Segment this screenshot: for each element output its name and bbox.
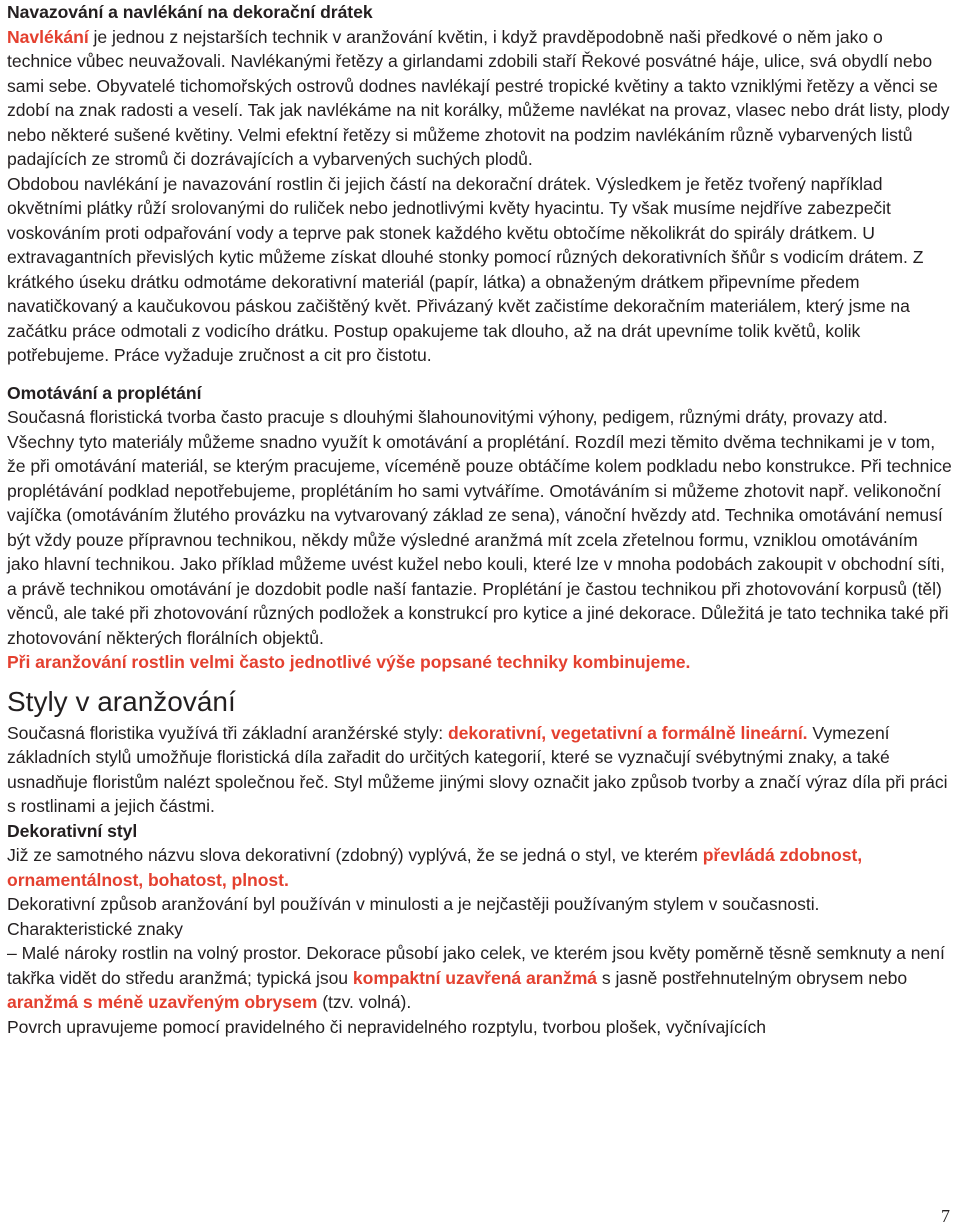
highlight-mene-uzavrenym: aranžmá s méně uzavřeným obrysem (7, 992, 318, 1012)
highlight-zdobnost: převládá zdobnost, ornamentálnost, bohatost, plnost. (7, 845, 863, 890)
paragraph-text: s jasně postřehnutelným obrysem nebo (597, 967, 908, 988)
paragraph-text: Současná floristika využívá tři základní aranžérské styly: (7, 722, 448, 743)
page-number: 7 (941, 1206, 950, 1226)
paragraph-text: (tzv. volná). (317, 992, 412, 1012)
section-heading-navazovani: Navazování a navlékání na dekorační drátek (7, 2, 373, 22)
paragraph-text: Již ze samotného názvu slova dekorativní (zdobný) vyplývá, že se jedná o styl, ve kterém (7, 845, 703, 865)
paragraph-omotavani: Současná floristická tvorba často pracuje s dlouhými šlahounovitými výhony, pedigem, různými dráty, provazy atd. Všechny tyto materiály můžeme snadno využít k omotávání a proplétání. Rozdíl mezi těmito dvěma technikami je v tom, že při omotávání materiál, se kterým pracujeme, víceméně pouze obtáčíme kolem podkladu nebo konstrukce. Při technice proplétávání podklad nepotřebujeme, proplétáním ho sami vytváříme. Omotáváním si můžeme zhotovit např. velikonoční vajíčka (omotáváním žlutého provázku na vytvarovaný základ ze sena), vánoční hvězdy atd. Technika omotávání nemusí být vždy pouze přípravnou technikou, někdy může výsledné aranžmá mít zcela zřetelnou formu, vzniklou omotáváním jako hlavní technikou. Jako příklad můžeme uvést kužel nebo kouli, které lze v mnoha podobách zakoupit v obchodní síti, a právě technikou omotávání je dozdobit podle naší fantazie. Proplétání je častou technikou při zhotovování korpusů (těl) věnců, ale také při zhotovování různých podložek a konstrukcí pro kytice a jiné dekorace. Důležitá je tato technika také při zhotovování některých florálních objektů. (7, 407, 952, 648)
paragraph-male-naroky (7, 941, 952, 1015)
highlight-kompaktni: kompaktní uzavřená aranžmá (352, 967, 598, 988)
paragraph-navlekani (7, 25, 952, 172)
label-charakteristicke-znaky: Charakteristické znaky (7, 918, 183, 939)
paragraph-dekorativni-zpusob: Dekorativní způsob aranžování byl používán v minulosti a je nejčastěji používaným stylem v současnosti. (7, 894, 820, 914)
paragraph-text: je jednou z nejstarších technik v aranžování květin, i když pravděpodobně naši předkové o něm jako o technice vůbec neuvažovali. Navlékanými řetězy a girlandami zdobili staří Řekové posvátné háje, ulice, svá obydlí nebo sami sebe. Obyvatelé tichomořských ostrovů dodnes navlékají pestré tropické květiny a takto vzniklými řetězy a věnci se zdobí na znak radosti a veselí. Tak jak navlékáme na nit korálky, můžeme navlékat na provaz, vlasec nebo drát listy, plody nebo některé sušené květiny. Velmi efektní řetězy si můžeme zhotovit na podzim navlékáním různě vybarvených listů padajících ze stromů či dozrávajících a vybarvených suchých plodů. (7, 26, 950, 169)
chapter-title: Styly v aranžování (7, 685, 236, 717)
paragraph-text: Vymezení základních stylů umožňuje floristická díla zařadit do určitých kategorií, které se vyznačují svébytnými znaky, a také usnadňuje floristům nalézt společnou řeč. Styl můžeme jinými slovy označit jako způsob tvorby a značí výraz díla při práci s rostlinami a jejich částmi. (7, 722, 948, 816)
section-heading-omotavani: Omotávání a proplétání (7, 382, 202, 403)
paragraph-navazovani: Obdobou navlékání je navazování rostlin či jejich částí na dekorační drátek. Výsledkem je řetěz tvořený například okvětními plátky růží srolovanými do ruliček nebo jednotlivými květy hyacintu. Ty však musíme nejdříve zabezpečit voskováním proti odpařování vody a teprve pak stonek každého květu obtočíme několikrát do spirály drátkem. U extravagantních převislých kytic můžeme získat dlouhé stonky pomocí různých dekorativních šňůr s vodicím drátem. Z krátkého úseku drátku odmotáme dekorativní materiál (papír, látka) a obnaženým drátkem připevníme předem navatičkovaný a kaučukovou páskou začištěný květ. Přivázaný květ začistíme dekoračním materiálem, který jsme na začátku práce odmotali z vodicího drátku. Postup opakujeme tak dlouho, až na drát upevníme tolik květů, kolik potřebujeme. Práce vyžaduje zručnost a cit pro čistotu. (7, 173, 924, 365)
paragraph-povrch: Povrch upravujeme pomocí pravidelného či nepravidelného rozptylu, tvorbou plošek, vyčnívajících (7, 1016, 767, 1037)
sub-heading-dekorativni: Dekorativní styl (7, 820, 138, 841)
paragraph-dekorativni (7, 843, 952, 892)
paragraph-styly (7, 721, 952, 819)
emphasis-statement: Při aranžování rostlin velmi často jednotlivé výše popsané techniky kombinujeme. (7, 652, 691, 672)
document-page (7, 0, 952, 1039)
red-lead-term: Navlékání (7, 26, 89, 47)
paragraph-text: – Malé nároky rostlin na volný prostor. Dekorace působí jako celek, ve kterém jsou květy poměrně těsně semknuty a není takřka vidět do středu aranžmá; typická jsou (7, 943, 945, 988)
highlight-styles: dekorativní, vegetativní a formálně lineární. (447, 722, 808, 743)
